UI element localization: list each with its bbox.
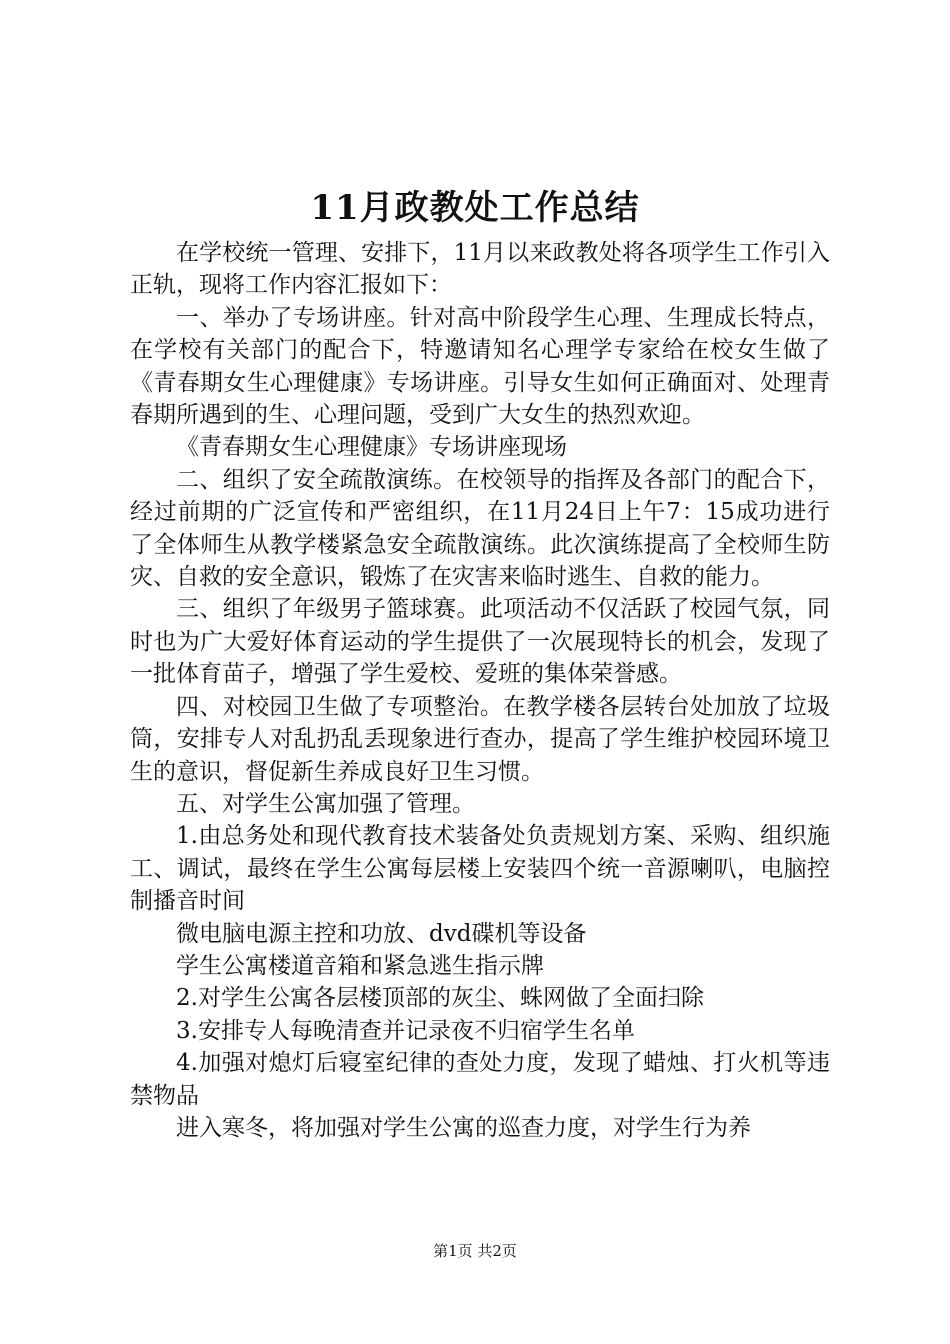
paragraph-speaker-caption: 学生公寓楼道音箱和紧急逃生指示牌 <box>176 952 544 979</box>
paragraph-dormitory-item-2: 2.对学生公寓各层楼顶部的灰尘、蛛网做了全面扫除 <box>176 985 704 1012</box>
paragraph-intro: 在学校统一管理、安排下，11月以来政教处将各项学生工作引入正轨，现将工作内容汇报如下： <box>130 240 830 299</box>
paragraph-winter-plan: 进入寒冬，将加强对学生公寓的巡查力度，对学生行为养 <box>176 1114 751 1141</box>
paragraph-evacuation-drill: 二、组织了安全疏散演练。在校领导的指挥及各部门的配合下，经过前期的广泛宣传和严密组织，在11月24日上午7：15成功进行了全体师生从教学楼紧急安全疏散演练。此次演练提高了全校师生防灾、自救的安全意识，锻炼了在灾害来临时逃生、自救的能力。 <box>130 466 830 591</box>
paragraph-lecture-caption: 《青春期女生心理健康》专场讲座现场 <box>176 434 567 461</box>
paragraph-hygiene: 四、对校园卫生做了专项整治。在教学楼各层转台处加放了垃圾筒，安排专人对乱扔乱丢现象进行查办，提高了学生维护校园环境卫生的意识，督促新生养成良好卫生习惯。 <box>130 693 830 785</box>
paragraph-lecture: 一、举办了专场讲座。针对高中阶段学生心理、生理成长特点，在学校有关部门的配合下，特邀请知名心理学专家给在校女生做了《青春期女生心理健康》专场讲座。引导女生如何正确面对、处理青春期所遇到的生、心理问题，受到广大女生的热烈欢迎。 <box>130 304 830 429</box>
paragraph-dormitory-item-1: 1.由总务处和现代教育技术装备处负责规划方案、采购、组织施工、调试，最终在学生公寓每层楼上安装四个统一音源喇叭，电脑控制播音时间 <box>130 823 830 915</box>
page-footer: 第1页 共2页 <box>433 1242 517 1260</box>
document-body <box>130 237 830 1144</box>
paragraph-basketball: 三、组织了年级男子篮球赛。此项活动不仅活跃了校园气氛，同时也为广大爱好体育运动的学生提供了一次展现特长的机会，发现了一批体育苗子，增强了学生爱校、爱班的集体荣誉感。 <box>130 596 830 688</box>
paragraph-dormitory-heading: 五、对学生公寓加强了管理。 <box>176 790 475 817</box>
paragraph-equipment-caption: 微电脑电源主控和功放、dvd碟机等设备 <box>176 920 587 947</box>
paragraph-dormitory-item-4: 4.加强对熄灯后寝室纪律的查处力度，发现了蜡烛、打火机等违禁物品 <box>130 1050 830 1109</box>
paragraph-dormitory-item-3: 3.安排专人每晚清查并记录夜不归宿学生名单 <box>176 1017 635 1044</box>
document-title: 11月政教处工作总结 <box>310 188 640 228</box>
